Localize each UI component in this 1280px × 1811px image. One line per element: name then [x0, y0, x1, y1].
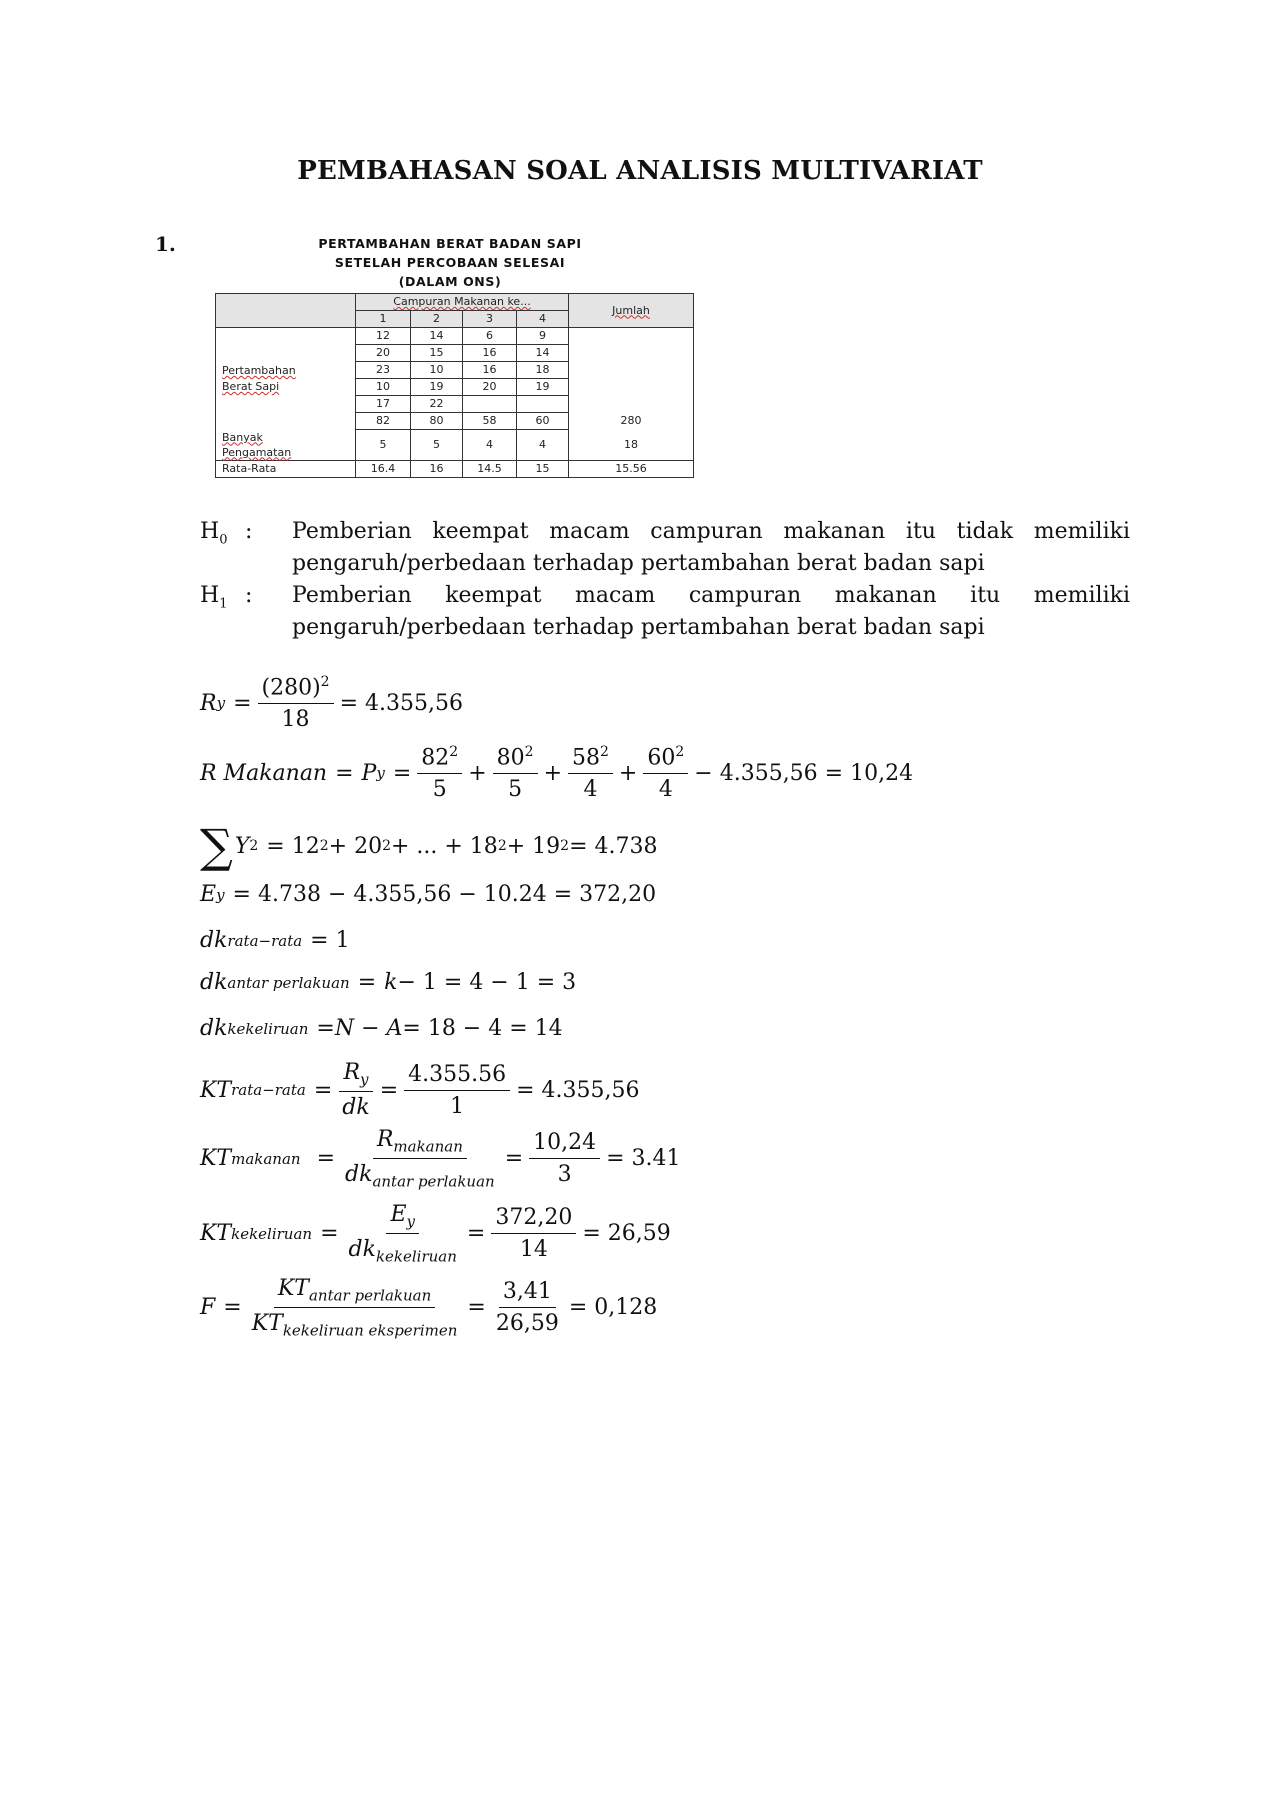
- h0-label: $H_0$: [200, 519, 228, 548]
- sum-empty-cell: [569, 328, 694, 413]
- equation-dk-rata: dk rata−rata = 1: [200, 928, 350, 953]
- count-cell: 5: [356, 430, 411, 461]
- hypothesis-h1: $H_1$ : Pemberian keempat macam campuran makanan itu memiliki pengaruh/perbedaan terhadap pertambahan berat badan sapi: [200, 580, 1130, 644]
- total-cell: 82: [356, 413, 411, 430]
- count-cell: 4: [463, 430, 517, 461]
- equation-r-makanan: R Makanan = P y = $\frac{82^2}{5}$ + $\frac{80^2}{5}$ + $\frac{58^2}{4}$ + $\frac{60^2}{4}$ − 4.355,56 = 10,24: [200, 744, 914, 803]
- column-header: 4: [517, 311, 569, 328]
- equation-kt-kekeliruan: KT kekeliruan = $\frac{E_y}{dk_{kekeliruan}}$ = $\frac{372,20}{14}$ = 26,59: [200, 1202, 671, 1266]
- h1-line-1: Pemberian keempat macam campuran makanan itu memiliki: [292, 583, 1130, 608]
- count-cell: 4: [517, 430, 569, 461]
- table-caption-line-2: SETELAH PERCOBAAN SELESAI: [334, 255, 566, 270]
- total-cell: 60: [517, 413, 569, 430]
- total-cell: 80: [411, 413, 463, 430]
- table-cell: [517, 396, 569, 413]
- table-cell: 17: [356, 396, 411, 413]
- table-cell: 10: [411, 362, 463, 379]
- table-cell: 15: [411, 345, 463, 362]
- table-corner: [216, 294, 356, 328]
- table-cell: 23: [356, 362, 411, 379]
- table-caption-line-3: (DALAM ONS): [398, 274, 502, 289]
- mean-sum-cell: 15.56: [569, 460, 694, 477]
- row-label-mean: Rata-Rata: [216, 460, 356, 477]
- table-cell: 16: [463, 345, 517, 362]
- h1-label: $H_1$: [200, 583, 228, 612]
- sigma-icon: ∑: [200, 819, 233, 873]
- hypothesis-h0: $H_0$ : Pemberian keempat macam campuran makanan itu tidak memiliki pengaruh/perbedaan terhadap pertambahan berat badan sapi: [200, 516, 1130, 580]
- page-title: PEMBAHASAN SOAL ANALISIS MULTIVARIAT: [297, 156, 983, 186]
- equation-dk-antar: dk antar perlakuan = k − 1 = 4 − 1 = 3: [200, 970, 577, 995]
- table-cell: 20: [463, 379, 517, 396]
- equation-kt-rata: KT rata−rata = $\frac{R_y}{dk}$ = $\frac{4.355.56}{1}$ = 4.355,56: [200, 1060, 640, 1121]
- table-cell: 19: [411, 379, 463, 396]
- equation-sum-y-squared: ∑ Y 2 = 12 2 + 20 2 + ... + 18 2 + 19 2 = 4.738: [200, 819, 658, 873]
- count-sum-cell: 18: [569, 430, 694, 461]
- table-cell: 6: [463, 328, 517, 345]
- h1-line-2: pengaruh/perbedaan terhadap pertambahan berat badan sapi: [292, 615, 985, 640]
- mean-cell: 14.5: [463, 460, 517, 477]
- equation-ry: R y = $\frac{(280)^2}{18}$ = 4.355,56: [200, 674, 463, 733]
- total-cell: 58: [463, 413, 517, 430]
- column-header: 2: [411, 311, 463, 328]
- table-caption-line-1: PERTAMBAHAN BERAT BADAN SAPI: [318, 236, 582, 251]
- mean-cell: 15: [517, 460, 569, 477]
- equation-f: F = $\frac{KT_{antar perlakuan}}{KT_{kekeliruan eksperimen}}$ = $\frac{3,41}{26,59}$ = 0,128: [200, 1276, 658, 1340]
- table-cell: 16: [463, 362, 517, 379]
- table-cell: 14: [517, 345, 569, 362]
- row-label-weight: Pertambahan Berat Sapi: [216, 328, 356, 430]
- table-cell: 14: [411, 328, 463, 345]
- total-sum-cell: 280: [569, 413, 694, 430]
- table-cell: 22: [411, 396, 463, 413]
- table-cell: 19: [517, 379, 569, 396]
- column-header: 3: [463, 311, 517, 328]
- column-header: 1: [356, 311, 411, 328]
- table-cell: [463, 396, 517, 413]
- h0-line-1: Pemberian keempat macam campuran makanan itu tidak memiliki: [292, 519, 1130, 544]
- table-cell: 20: [356, 345, 411, 362]
- weight-gain-table: [215, 293, 694, 478]
- mean-cell: 16: [411, 460, 463, 477]
- sum-header: Jumlah: [569, 294, 694, 328]
- table-cell: 18: [517, 362, 569, 379]
- count-cell: 5: [411, 430, 463, 461]
- equation-ey: E y = 4.738 − 4.355,56 − 10.24 = 372,20: [200, 882, 657, 907]
- question-number: 1.: [155, 232, 176, 256]
- row-label-count: Banyak Pengamatan: [216, 430, 356, 461]
- group-header: Campuran Makanan ke...: [356, 294, 569, 311]
- table-cell: 9: [517, 328, 569, 345]
- table-cell: 10: [356, 379, 411, 396]
- h0-line-2: pengaruh/perbedaan terhadap pertambahan berat badan sapi: [292, 551, 985, 576]
- equation-kt-makanan: KT makanan = $\frac{R_{makanan}}{dk_{antar perlakuan}}$ = $\frac{10,24}{3}$ = 3.41: [200, 1127, 681, 1191]
- equation-dk-kekeliruan: dk kekeliruan = N − A = 18 − 4 = 14: [200, 1016, 563, 1041]
- mean-cell: 16.4: [356, 460, 411, 477]
- table-cell: 12: [356, 328, 411, 345]
